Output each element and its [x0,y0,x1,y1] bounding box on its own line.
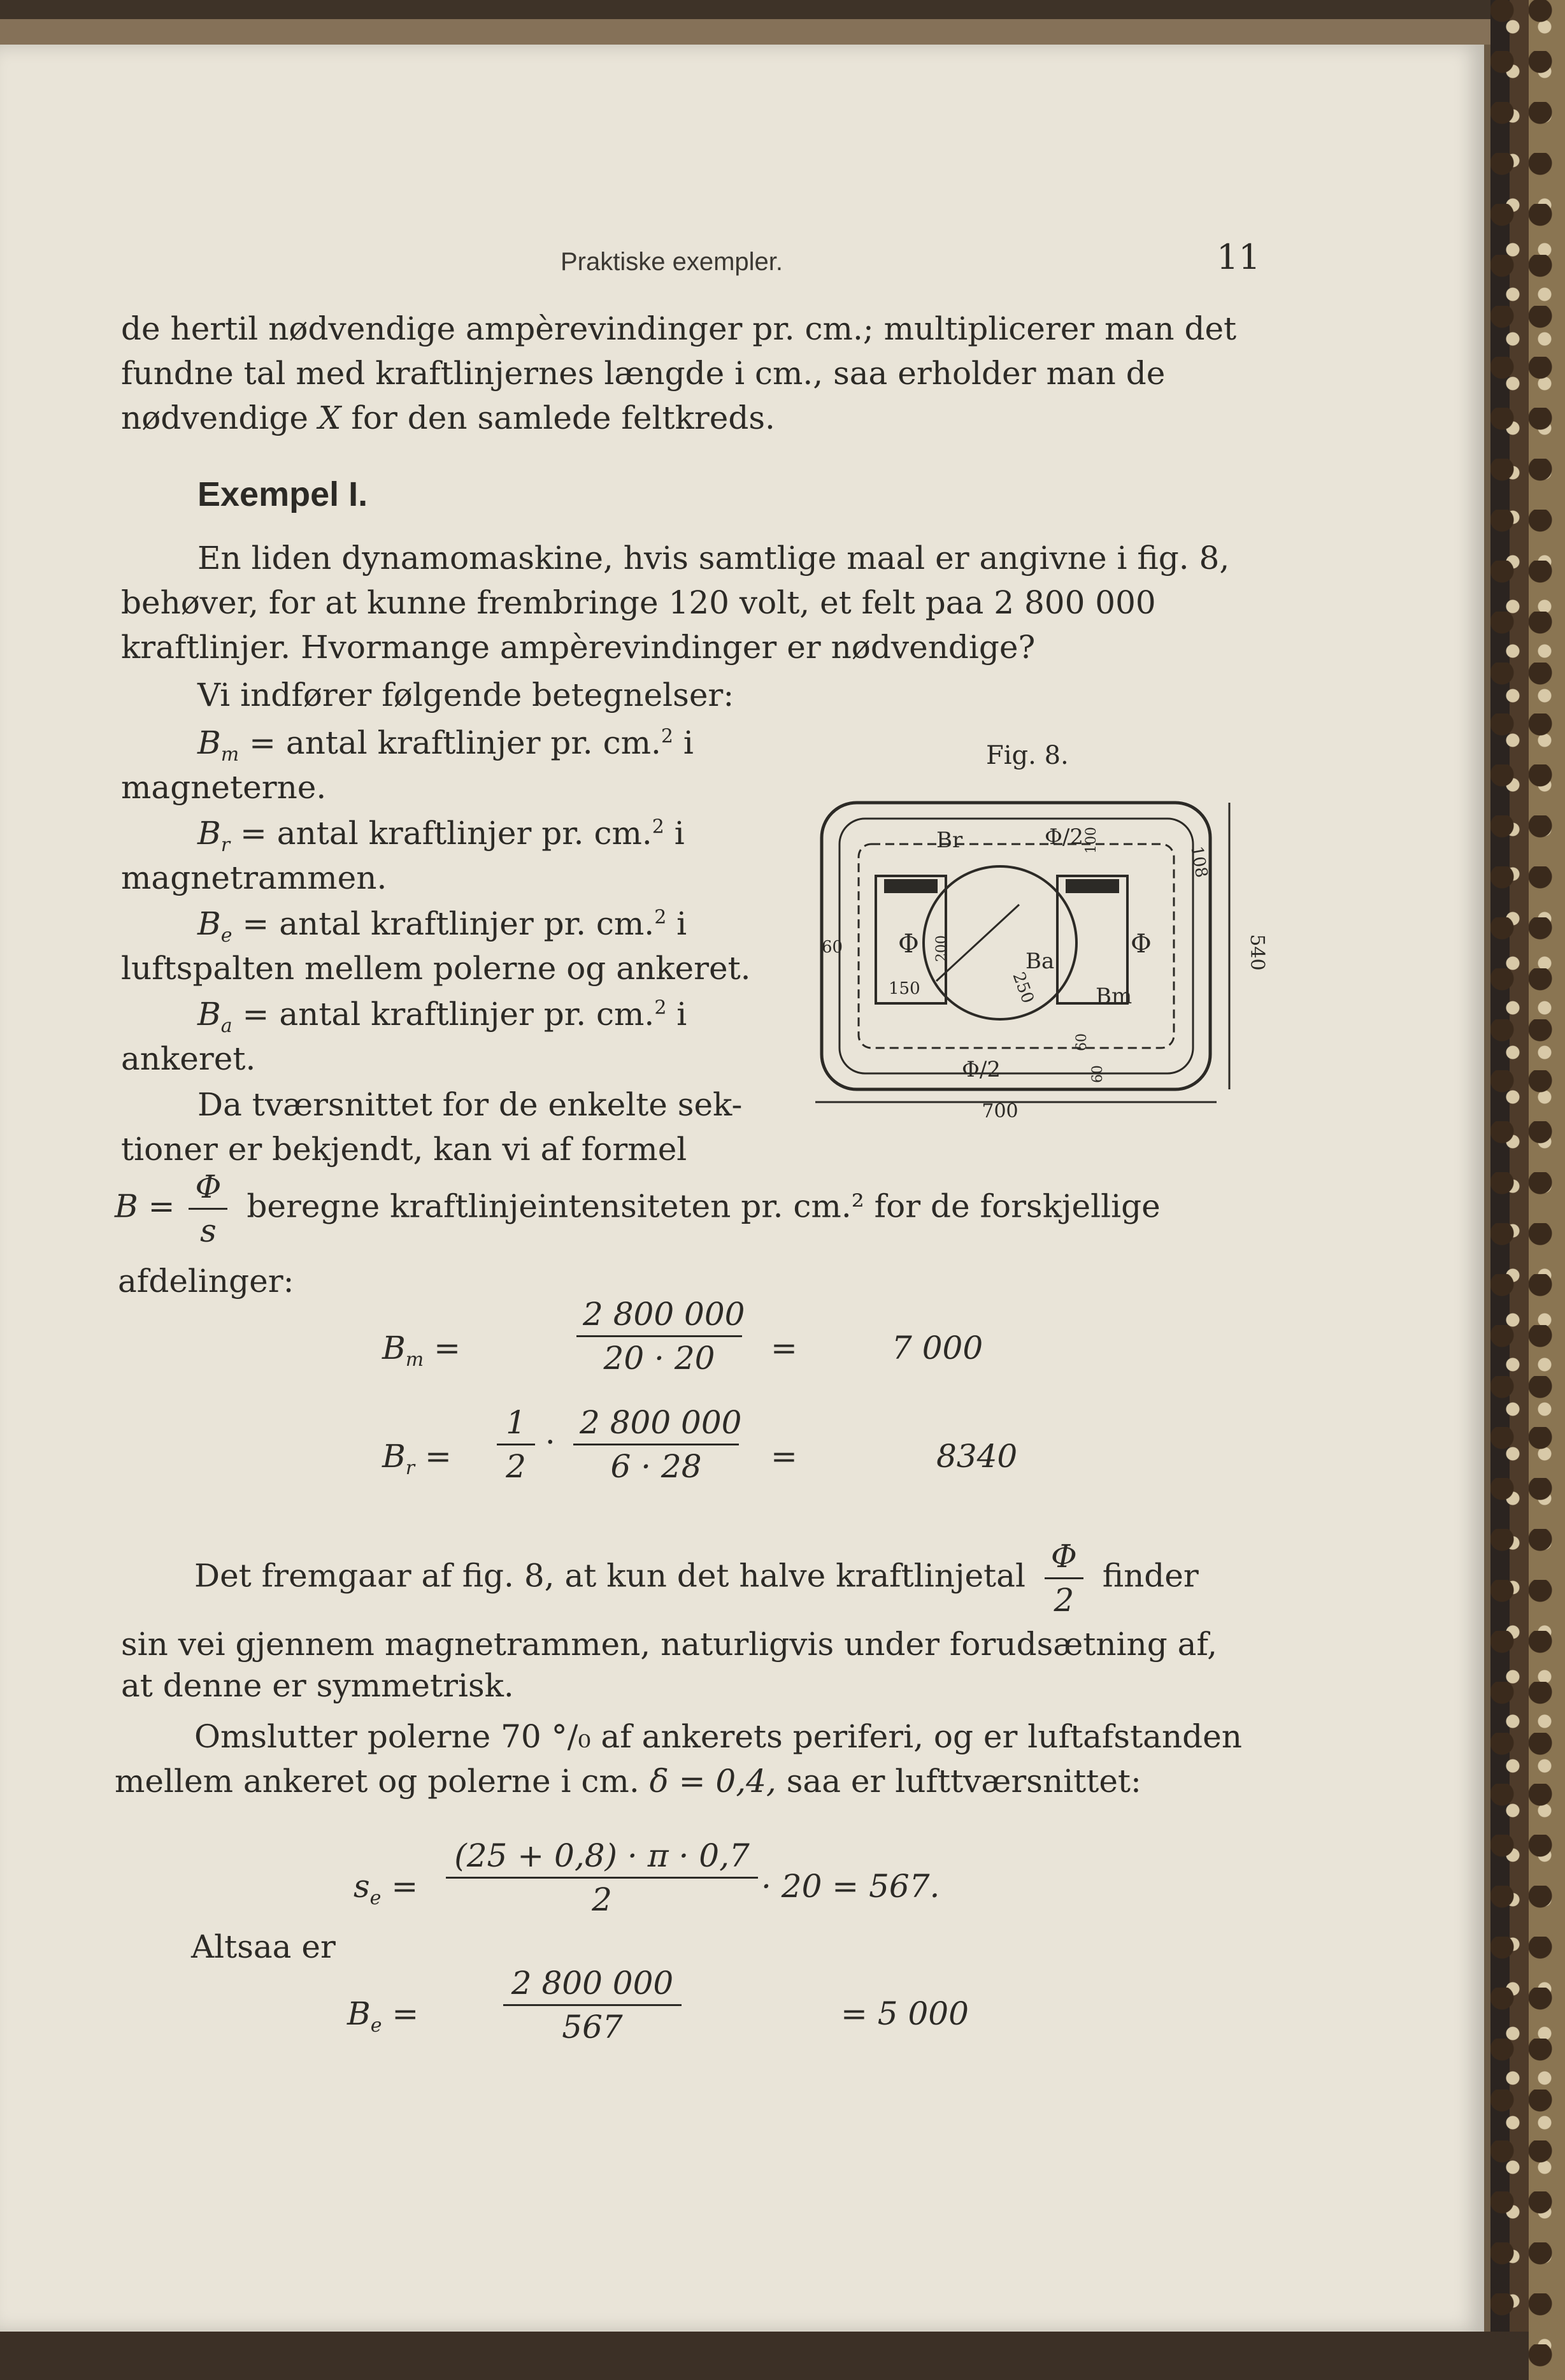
label-60-mid: 60 [1074,1033,1090,1051]
text2-line-1: Det fremgaar af fig. 8, at kun det halve kraftlinjetal $\frac{\Phi}{2}$ finder [194,1535,1199,1621]
section-line-4: afdelinger: [118,1263,294,1300]
label-108: 108 [1187,845,1211,880]
text2-line-3: at denne er symmetrisk. [121,1667,514,1704]
equation-bm-result: 7 000 [892,1330,983,1366]
label-bm: Bm [1096,984,1133,1009]
label-150: 150 [889,979,920,998]
label-phi-right: Φ [1131,929,1152,959]
text2-line-2: sin vei gjennem magnetrammen, naturligvis under forudsætning af, [121,1626,1218,1663]
equation-br-fraction: $\frac{2 800 000}{6 \cdot 28}$ [573,1401,739,1488]
equation-se-lhs: $s_e$ = [354,1868,418,1909]
label-ba: Ba [1025,949,1055,974]
equation-br-result: 8340 [936,1438,1018,1475]
label-br: Br [936,828,963,853]
label-phi-half-top: Φ/2 [1045,824,1083,850]
equation-br-equals: = [771,1438,797,1475]
text2-line-4: Omslutter polerne 70 °/₀ af ankerets periferi, og er luftafstanden [194,1718,1242,1755]
running-header: Praktiske exempler. [561,248,783,276]
section-line-2: tioner er bekjendt, kan vi af formel [121,1131,687,1168]
page-number: 11 [1217,237,1261,277]
problem-line-1: En liden dynamomaskine, hvis samtlige maal er angivne i fig. 8, [197,540,1230,577]
equation-bm-fraction: $\frac{2 800 000}{20 \cdot 20}$ [576,1293,742,1379]
section-heading: Exempel I. [197,475,368,513]
label-60-bottom: 60 [1090,1065,1106,1083]
intro-line-1: de hertil nødvendige ampèrevindinger pr. cm.; multiplicerer man det [121,310,1237,347]
label-60-left: 60 [822,938,843,957]
definition-ba: $B_a$ = antal kraftlinjer pr. cm.$^2$ i [197,996,687,1037]
definition-be: $B_e$ = antal kraftlinjer pr. cm.$^2$ i [197,905,687,947]
label-250: 250 [1008,970,1038,1007]
altsaa-text: Altsaa er [191,1928,336,1965]
formula-line: B = $\frac{\Phi}{s}$ beregne kraftlinjeintensiteten pr. cm.² for de forskjellige [115,1166,1161,1252]
intro-line-2: fundne tal med kraftlinjernes længde i cm., saa erholder man de [121,355,1166,392]
right-pole-shoe [1066,879,1119,893]
figure-caption: Fig. 8. [986,741,1069,770]
problem-line-4: Vi indfører følgende betegnelser: [197,677,734,713]
problem-line-3: kraftlinjer. Hvormange ampèrevindinger er nødvendige? [121,629,1036,666]
book-cover-bottom [0,2332,1529,2380]
equation-br-fraction-half: $\frac{1}{2}$ · [497,1401,555,1488]
definition-br-cont: magnetrammen. [121,859,387,896]
left-pole-shoe [884,879,938,893]
definition-br: $B_r$ = antal kraftlinjer pr. cm.$^2$ i [197,815,685,856]
text2-line-5: mellem ankeret og polerne i cm. δ = 0,4, saa er lufttværsnittet: [115,1763,1141,1800]
label-height: 540 [1246,934,1268,971]
definition-be-cont: luftspalten mellem polerne og ankeret. [121,950,751,987]
equation-se-tail: · 20 = 567. [761,1868,940,1905]
equation-se-fraction: $\frac{(25 + 0,8) \cdot \pi \cdot 0,7}{2}$ [446,1835,758,1921]
intro-line-3: nødvendige X for den samlede feltkreds. [121,399,775,436]
equation-be-result: = 5 000 [841,1995,969,2032]
label-200: 200 [934,935,950,962]
book-cover-right [1490,0,1565,2380]
section-line-1: Da tværsnittet for de enkelte sek- [197,1086,743,1123]
outer-frame [822,803,1210,1089]
equation-be-lhs: $B_e$ = [347,1995,419,2037]
book-cover-top [0,0,1529,45]
definition-bm: $B_m$ = antal kraftlinjer pr. cm.$^2$ i [197,724,694,766]
equation-br-lhs: $B_r$ = [382,1438,452,1479]
definition-bm-cont: magneterne. [121,769,327,806]
definition-ba-cont: ankeret. [121,1040,256,1077]
label-width: 700 [982,1100,1018,1122]
figure-8-dynamo-diagram [809,784,1268,1122]
equation-bm-equals: = [771,1330,797,1366]
label-phi-left: Φ [898,929,919,959]
equation-bm-lhs: $B_m$ = [382,1330,461,1371]
label-100: 100 [1083,827,1099,854]
label-phi-half-bottom: Φ/2 [962,1057,1001,1082]
problem-line-2: behøver, for at kunne frembringe 120 volt, et felt paa 2 800 000 [121,584,1156,621]
equation-be-fraction: $\frac{2 800 000}{567}$ [503,1962,682,2048]
